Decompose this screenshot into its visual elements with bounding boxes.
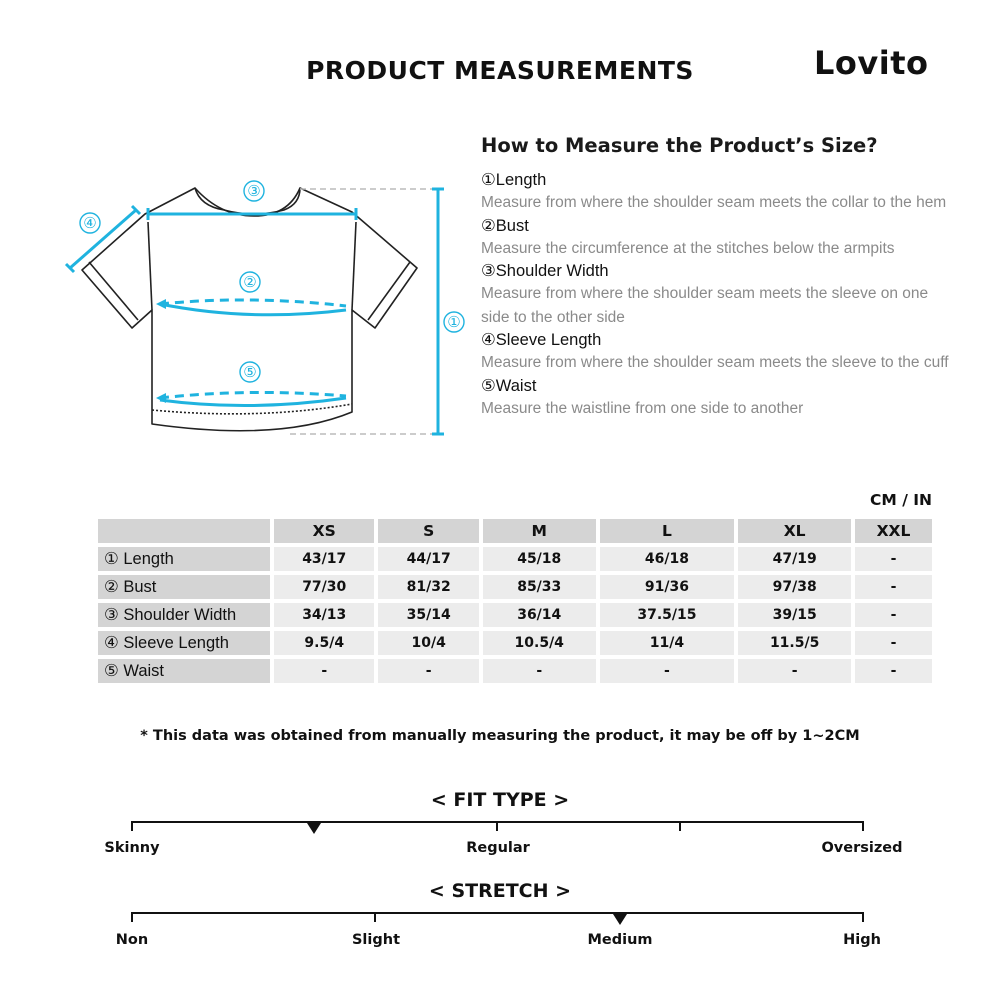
guide-description: Measure from where the shoulder seam meets the sleeve to the cuff	[481, 354, 949, 371]
table-cell: 45/18	[483, 547, 596, 571]
table-cell: 39/15	[738, 603, 851, 627]
table-cell: 47/19	[738, 547, 851, 571]
fit-label-oversized: Oversized	[821, 840, 903, 856]
table-row	[98, 631, 932, 655]
stretch-marker-icon	[613, 914, 627, 925]
guide-item-sleeve	[481, 329, 951, 375]
table-cell: 77/30	[274, 575, 374, 599]
row-label: ② Bust	[98, 575, 270, 599]
brand-logo: Lovito	[814, 44, 929, 82]
size-header: S	[378, 519, 478, 543]
table-cell: -	[855, 575, 932, 599]
fit-type-marker-icon	[307, 823, 321, 834]
row-label: ① Length	[98, 547, 270, 571]
row-label: ⑤ Waist	[98, 659, 270, 683]
scale-tick	[131, 912, 133, 922]
table-row	[98, 603, 932, 627]
guide-item-waist	[481, 375, 951, 421]
stretch-label-high: High	[843, 932, 881, 948]
table-cell: -	[855, 603, 932, 627]
stretch-label-non: Non	[115, 932, 149, 948]
table-cell: 11.5/5	[738, 631, 851, 655]
scale-tick	[496, 821, 498, 831]
table-row	[98, 575, 932, 599]
size-header: XS	[274, 519, 374, 543]
fit-label-regular: Regular	[466, 840, 530, 856]
guide-label: ①Length	[481, 171, 547, 189]
table-cell: -	[483, 659, 596, 683]
table-cell: 10/4	[378, 631, 478, 655]
scale-tick	[862, 821, 864, 831]
guide-label: ③Shoulder Width	[481, 262, 609, 280]
table-row	[98, 547, 932, 571]
size-header: M	[483, 519, 596, 543]
stretch-title: < STRETCH >	[428, 880, 572, 902]
table-cell: -	[855, 659, 932, 683]
stretch-scale	[131, 912, 864, 952]
page-title: PRODUCT MEASUREMENTS	[306, 56, 694, 85]
row-label: ④ Sleeve Length	[98, 631, 270, 655]
table-cell: 43/17	[274, 547, 374, 571]
table-row	[98, 659, 932, 683]
table-cell: -	[600, 659, 735, 683]
table-corner	[98, 519, 270, 543]
scale-tick	[131, 821, 133, 831]
scale-tick	[862, 912, 864, 922]
table-cell: -	[274, 659, 374, 683]
measurement-note: * This data was obtained from manually measuring the product, it may be off by 1~2CM	[140, 728, 860, 744]
stretch-label-slight: Slight	[351, 932, 401, 948]
table-cell: 35/14	[378, 603, 478, 627]
row-label: ③ Shoulder Width	[98, 603, 270, 627]
marker-5: ⑤	[243, 363, 257, 381]
table-cell: -	[738, 659, 851, 683]
table-cell: 46/18	[600, 547, 735, 571]
scale-tick	[374, 912, 376, 922]
marker-4: ④	[83, 214, 97, 232]
guide-heading: How to Measure the Product’s Size?	[481, 134, 878, 157]
guide-item-length	[481, 169, 951, 215]
guide-label: ②Bust	[481, 216, 529, 235]
table-cell: 85/33	[483, 575, 596, 599]
guide-item-bust	[481, 215, 951, 261]
guide-label: ④Sleeve Length	[481, 331, 602, 349]
scale-tick	[679, 821, 681, 831]
guide-description: Measure the circumference at the stitches below the armpits	[481, 239, 895, 257]
table-cell: 36/14	[483, 603, 596, 627]
table-cell: -	[378, 659, 478, 683]
guide-description: Measure from where the shoulder seam meets the sleeve on one side to the other side	[481, 285, 929, 326]
scale-line	[131, 912, 864, 914]
size-chart-table	[94, 515, 936, 687]
fit-label-skinny: Skinny	[104, 840, 160, 856]
table-cell: 9.5/4	[274, 631, 374, 655]
table-cell: 11/4	[600, 631, 735, 655]
marker-1: ①	[447, 313, 461, 331]
size-header: XL	[738, 519, 851, 543]
guide-description: Measure the waistline from one side to another	[481, 399, 804, 417]
table-cell: 44/17	[378, 547, 478, 571]
measure-guide	[481, 169, 951, 420]
size-header: XXL	[855, 519, 932, 543]
table-cell: 10.5/4	[483, 631, 596, 655]
size-header: L	[600, 519, 735, 543]
marker-3: ③	[247, 182, 261, 200]
t-shirt-icon	[60, 170, 480, 450]
fit-type-title: < FIT TYPE >	[430, 789, 570, 811]
table-cell: -	[855, 547, 932, 571]
table-cell: 34/13	[274, 603, 374, 627]
table-cell: 91/36	[600, 575, 735, 599]
guide-label: ⑤Waist	[481, 376, 537, 395]
table-cell: 37.5/15	[600, 603, 735, 627]
guide-item-shoulder	[481, 260, 951, 329]
guide-description: Measure from where the shoulder seam meets the collar to the hem	[481, 194, 947, 211]
table-header-row	[98, 519, 932, 543]
table-cell: -	[855, 631, 932, 655]
unit-label: CM / IN	[870, 491, 932, 509]
stretch-label-medium: Medium	[587, 932, 653, 948]
table-cell: 97/38	[738, 575, 851, 599]
table-cell: 81/32	[378, 575, 478, 599]
marker-2: ②	[243, 273, 257, 291]
